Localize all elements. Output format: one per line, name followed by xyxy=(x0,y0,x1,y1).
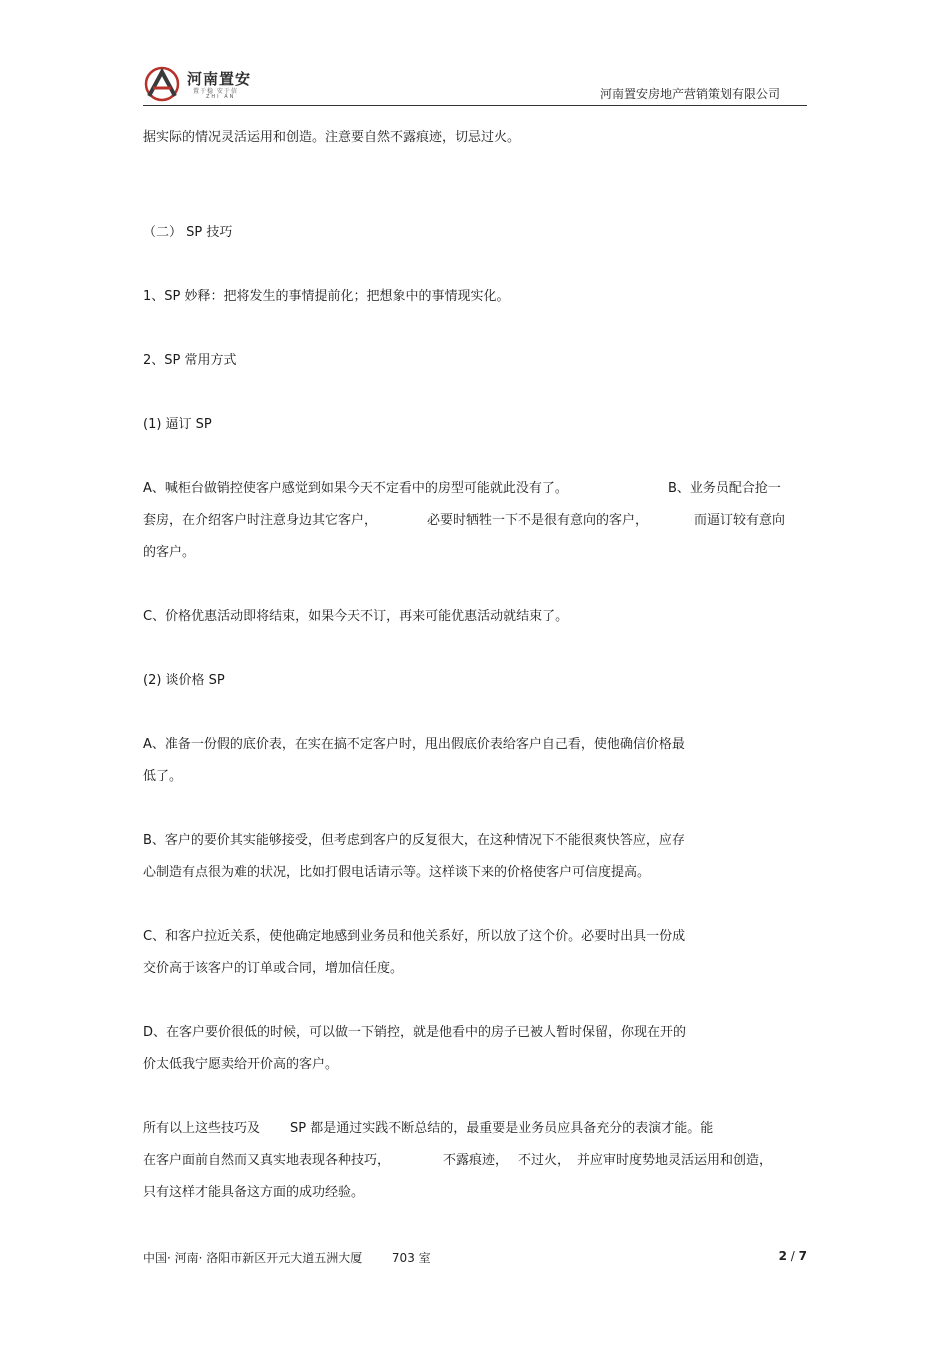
logo-name: 河南置安 xyxy=(187,70,252,88)
paragraph-line: 据实际的情况灵活运用和创造。注意要自然不露痕迹，切忌过火。 xyxy=(143,130,521,145)
paragraph-line xyxy=(143,1153,773,1169)
text-span: 不露痕迹， xyxy=(443,1153,509,1168)
footer-address xyxy=(143,1249,431,1266)
section-heading: （二） SP 技巧 xyxy=(143,225,233,240)
paragraph-line: C、和客户拉近关系，使他确定地感到业务员和他关系好，所以放了这个价。必要时出具一份成 xyxy=(143,929,686,944)
page-total: 7 xyxy=(798,1249,807,1263)
paragraph-line: 价太低我宁愿卖给开价高的客户。 xyxy=(143,1057,339,1072)
text-span: B、业务员配合抢一 xyxy=(668,481,781,496)
text-span: SP 都是通过实践不断总结的，最重要是业务员应具备充分的表演才能。能 xyxy=(290,1121,714,1136)
paragraph-line xyxy=(143,1121,714,1137)
subheading: (1) 逼订 SP xyxy=(143,417,212,432)
paragraph-line xyxy=(143,481,781,497)
page-indicator xyxy=(779,1249,807,1263)
page-separator: / xyxy=(786,1249,799,1263)
text-span: A、喊柜台做销控使客户感觉到如果今天不定看中的房型可能就此没有了。 xyxy=(143,481,568,496)
address-text: 中国· 河南· 洛阳市新区开元大道五洲大厦 xyxy=(143,1251,363,1265)
room-text: 703 室 xyxy=(391,1251,431,1265)
paragraph-line: 低了。 xyxy=(143,769,183,784)
text-span: 套房，在介绍客户时注意身边其它客户， xyxy=(143,513,378,528)
text-span: 必要时牺牲一下不是很有意向的客户， xyxy=(427,513,649,528)
page-current: 2 xyxy=(778,1249,787,1263)
paragraph-line: 交价高于该客户的订单或合同，增加信任度。 xyxy=(143,961,404,976)
paragraph-line: B、客户的要价其实能够接受，但考虑到客户的反复很大，在这种情况下不能很爽快答应，应存 xyxy=(143,833,685,848)
paragraph-line: 心制造有点很为难的状况，比如打假电话请示等。这样谈下来的价格使客户可信度提高。 xyxy=(143,865,651,880)
paragraph-line: 只有这样才能具备这方面的成功经验。 xyxy=(143,1185,365,1200)
paragraph-line: 2、SP 常用方式 xyxy=(143,353,237,368)
paragraph-line: D、在客户要价很低的时候，可以做一下销控，就是他看中的房子已被人暂时保留，你现在开的 xyxy=(143,1025,687,1040)
logo-slogan: 置于稳 安于信 xyxy=(193,88,238,95)
text-span: 所有以上这些技巧及 xyxy=(143,1121,261,1136)
header-divider xyxy=(143,105,807,106)
paragraph-line xyxy=(143,513,786,529)
paragraph-line: A、准备一份假的底价表，在实在搞不定客户时，甩出假底价表给客户自己看，使他确信价格最 xyxy=(143,737,685,752)
text-span: 在客户面前自然而又真实地表现各种技巧， xyxy=(143,1153,391,1168)
logo-pinyin: ZHI AN xyxy=(206,94,236,100)
paragraph-line: 1、SP 妙释：把将发生的事情提前化；把想象中的事情现实化。 xyxy=(143,289,510,304)
text-span: 不过火， xyxy=(518,1153,571,1168)
paragraph-line: 的客户。 xyxy=(143,545,196,560)
header-company-name: 河南置安房地产营销策划有限公司 xyxy=(599,87,780,101)
text-span: 并应审时度势地灵活运用和创造， xyxy=(577,1153,773,1168)
text-span: 而逼订较有意向 xyxy=(694,513,786,528)
paragraph-line: C、价格优惠活动即将结束，如果今天不订，再来可能优惠活动就结束了。 xyxy=(143,609,569,624)
company-logo xyxy=(143,66,253,102)
subheading: (2) 谈价格 SP xyxy=(143,673,225,688)
logo-mark-icon xyxy=(143,66,181,102)
